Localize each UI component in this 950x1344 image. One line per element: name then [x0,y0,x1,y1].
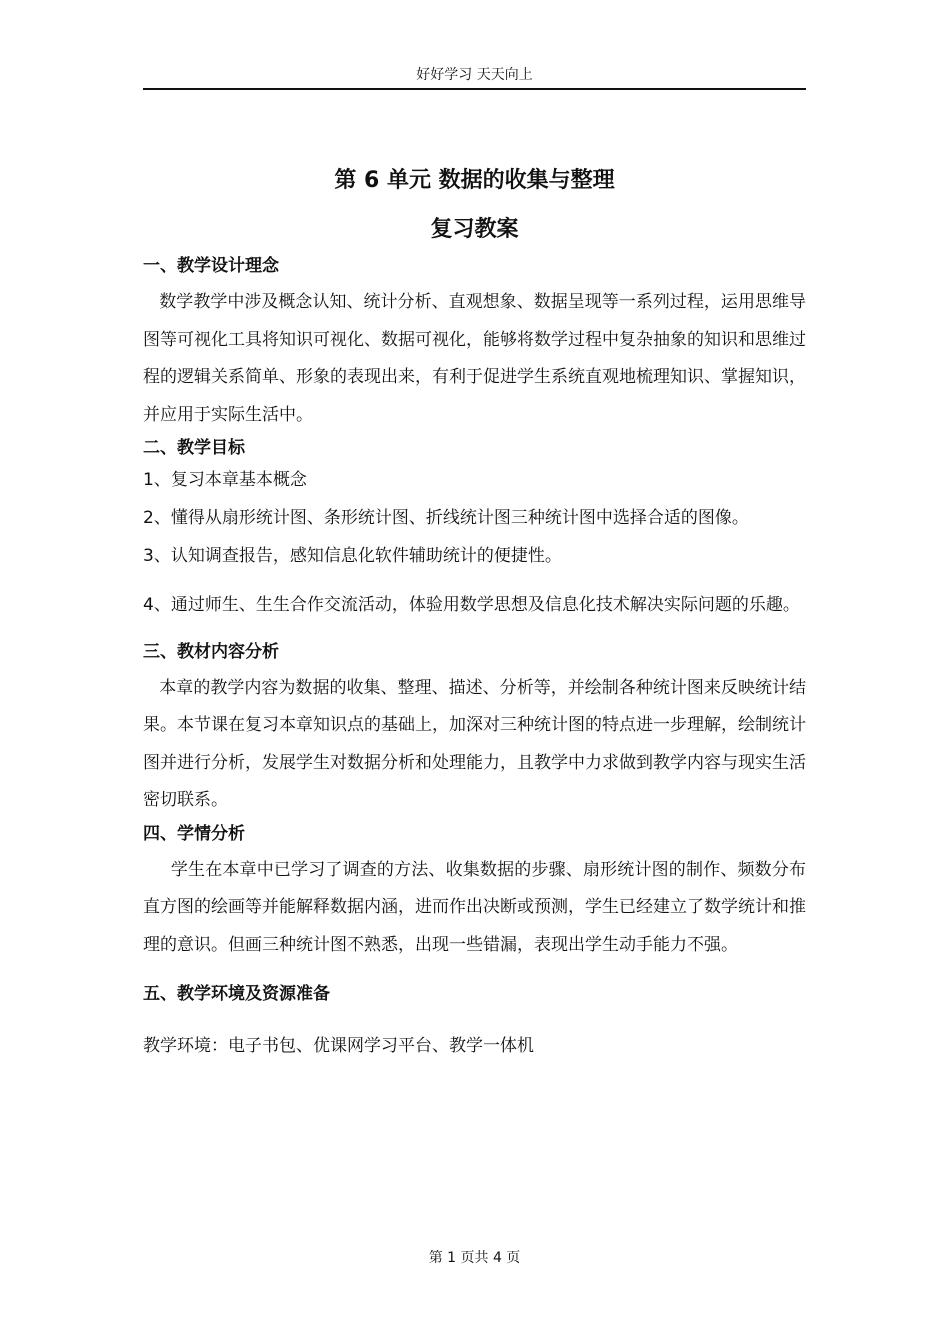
page-header: 好好学习 天天向上 [416,67,533,83]
objective-item: 4、通过师生、生生合作交流活动，体验用数学思想及信息化技术解决实际问题的乐趣。 [143,595,800,615]
objective-item: 1、复习本章基本概念 [143,470,307,490]
page-footer: 第 1 页共 4 页 [428,1250,521,1266]
section-paragraph-design-concept: 数学教学中涉及概念认知、统计分析、直观想象、数据呈现等一系列过程，运用思维导图等可视化工具将知识可视化、数据可视化，能够将数学过程中复杂抽象的知识和思维过程的逻辑关系简单、形象的表现出来，有利于促进学生系统直观地梳理知识、掌握知识，并应用于实际生活中。 [143,292,807,425]
objective-item: 3、认知调查报告，感知信息化软件辅助统计的便捷性。 [143,546,562,566]
section-paragraph-content-analysis: 本章的教学内容为数据的收集、整理、描述、分析等，并绘制各种统计图来反映统计结果。本节课在复习本章知识点的基础上，加深对三种统计图的特点进一步理解，绘制统计图并进行分析，发展学生对数据分析和处理能力，且教学中力求做到教学内容与现实生活密切联系。 [143,677,807,810]
document-body [143,254,815,1066]
header-rule [143,88,806,90]
document-subtitle: 复习教案 [430,217,519,242]
section-heading-learner-analysis: 四、学情分析 [143,823,245,844]
section-heading-design-concept: 一、教学设计理念 [143,256,279,276]
section-heading-environment: 五、教学环境及资源准备 [143,984,330,1004]
section-heading-objectives: 二、教学目标 [143,438,245,458]
section-paragraph-environment: 教学环境：电子书包、优课网学习平台、教学一体机 [143,1036,534,1056]
section-heading-content-analysis: 三、教材内容分析 [143,641,279,662]
objective-item: 2、懂得从扇形统计图、条形统计图、折线统计图三种统计图中选择合适的图像。 [143,508,749,528]
section-paragraph-learner-analysis: 学生在本章中已学习了调查的方法、收集数据的步骤、扇形统计图的制作、频数分布直方图的绘画等并能解释数据内涵，进而作出决断或预测，学生已经建立了数学统计和推理的意识。但画三种统计图不熟悉，出现一些错漏，表现出学生动手能力不强。 [143,859,806,955]
document-title: 第 6 单元 数据的收集与整理 [334,168,615,193]
